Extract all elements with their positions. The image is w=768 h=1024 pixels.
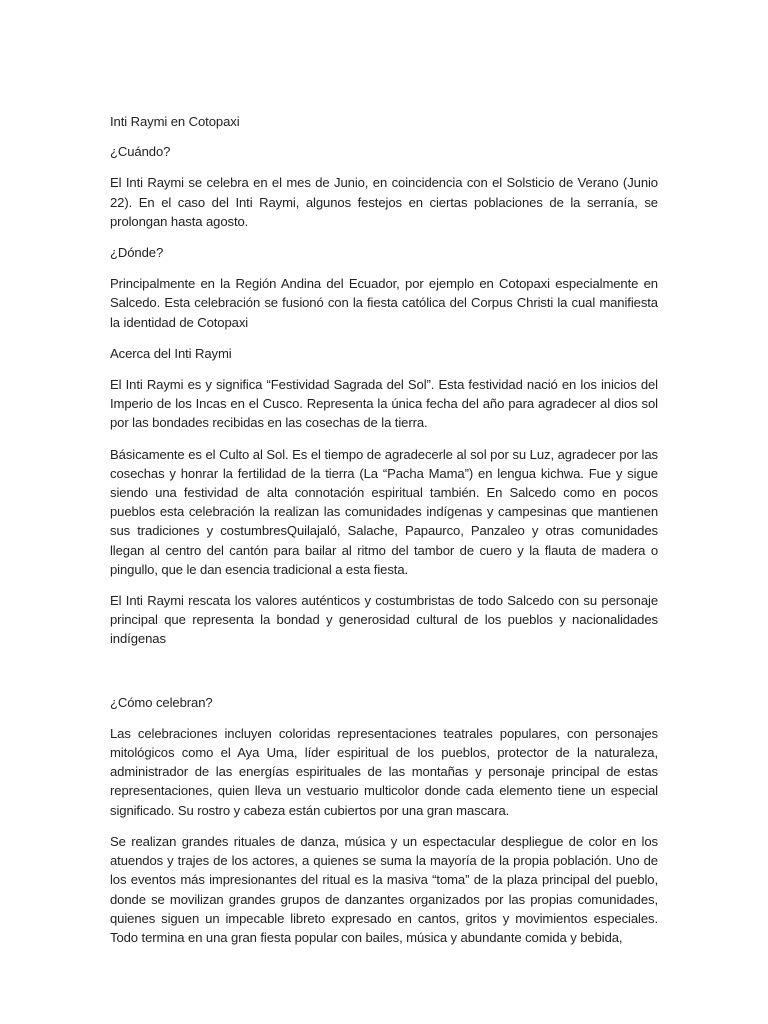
paragraph-where: Principalmente en la Región Andina del Ecuador, por ejemplo en Cotopaxi especialmente en Salcedo. Esta celebración se fusionó con la fiesta católica del Corpus Christi la cual manifiesta la identidad de Cotopaxi [110,276,658,330]
heading-about: Acerca del Inti Raymi [110,345,232,361]
question-how: ¿Cómo celebran? [110,694,213,710]
paragraph-about-3: El Inti Raymi rescata los valores auténticos y costumbristas de todo Salcedo con su personaje principal que representa la bondad y generosidad cultural de los pueblos y nacionalidades indígenas [110,593,658,647]
paragraph-when: El Inti Raymi se celebra en el mes de Junio, en coincidencia con el Solsticio de Verano (Junio 22). En el caso del Inti Raymi, algunos festejos en ciertas poblaciones de la serranía, se prolongan hasta agosto. [110,175,658,229]
paragraph-how-2: Se realizan grandes rituales de danza, música y un espectacular despliegue de color en los atuendos y trajes de los actores, a quienes se suma la mayoría de la propia población. Uno de los eventos más impresionantes del ritual es la masiva “toma” de la plaza principal del pueblo, donde se movilizan grandes grupos de danzantes organizados por las propias comunidades, quienes siguen un impecable libreto expresado en cantos, gritos y movimientos especiales. Todo termina en una gran fiesta popular con bailes, música y abundante comida y bebida, [110,833,658,945]
question-where: ¿Dónde? [110,245,164,261]
paragraph-about-1: El Inti Raymi es y significa “Festividad Sagrada del Sol”. Esta festividad nació en los inicios del Imperio de los Incas en el Cusco. Representa la única fecha del año para agradecer al dios sol por las bondades recibidas en las cosechas de la tierra. [110,377,658,431]
paragraph-how-1: Las celebraciones incluyen coloridas representaciones teatrales populares, con personajes mitológicos como el Aya Uma, líder espiritual de los pueblos, protector de la naturaleza, administrador de las energías espirituales de las montañas y personaje principal de estas representaciones, quien lleva un vestuario multicolor donde cada elemento tiene un especial significado. Su rostro y cabeza están cubiertos por una gran mascara. [110,725,658,818]
document-title: Inti Raymi en Cotopaxi [110,114,240,129]
question-when: ¿Cuándo? [110,144,171,160]
document-body [110,112,658,947]
paragraph-about-2: Básicamente es el Culto al Sol. Es el tiempo de agradecerle al sol por su Luz, agradecer por las cosechas y honrar la fertilidad de la tierra (La “Pacha Mama”) en lengua kichwa. Fue y sigue siendo una festividad de alta connotación espiritual también. En Salcedo como en pocos pueblos esta celebración la realizan las comunidades indígenas y campesinas que mantienen sus tradiciones y costumbresQuilajaló, Salache, Papaurco, Panzaleo y otras comunidades llegan al centro del cantón para bailar al ritmo del tambor de cuero y la flauta de madera o pingullo, que le dan esencia tradicional a esta fiesta. [110,446,658,577]
